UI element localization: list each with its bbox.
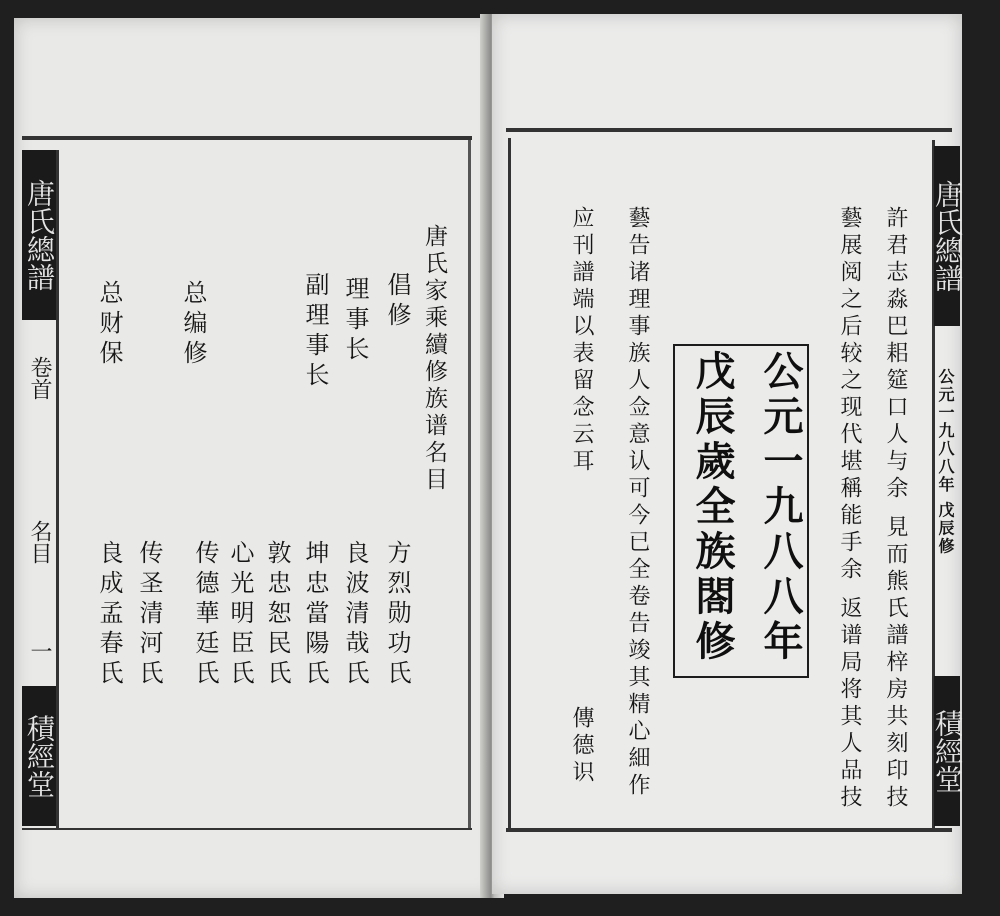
name-vice-director: 坤忠當陽氏 (301, 540, 329, 690)
right-top-rule (506, 128, 952, 132)
stamp-line-1: 公元一九八八年 (757, 350, 804, 665)
note-column-4: 应刊譜端以表留念云耳 (569, 206, 594, 476)
left-inner-rule (468, 140, 471, 830)
name-treasurer: 良成孟春氏 (95, 540, 123, 690)
name-chief-editor-3: 传圣清河氏 (135, 540, 163, 690)
left-bottom-rule (22, 828, 472, 830)
left-gutter-page-number: 一 (27, 640, 52, 662)
left-gutter-hall-block (22, 686, 56, 826)
note-column-2: 藝展阅之后较之现代堪稱能手余 返谱局将其人品技 (837, 206, 862, 812)
role-label-vice-director: 副理事长 (301, 272, 329, 392)
name-chief-editors: 心光明臣氏 传德華廷氏 (191, 540, 254, 690)
note-column-1: 許君志淼巴耜筵口人与余 見而熊氏譜梓房共刻印技 (883, 206, 908, 812)
stamp-line-2: 戊辰歲全族閤修 (689, 350, 736, 665)
right-gutter-book-title: 唐氏總譜 (931, 180, 964, 292)
right-gutter-date-note: 公元一九八八年 戊辰修 (936, 368, 955, 556)
left-gutter-hall-name: 積經堂 (23, 714, 56, 798)
right-gutter-title-block (931, 146, 964, 326)
list-title: 唐氏家乘續修族谱名目 (421, 224, 447, 494)
right-bottom-rule (506, 828, 952, 832)
role-label-director: 理事长 (341, 276, 369, 366)
note-column-3: 藝告诸理事族人佥意认可今已全卷告竣其精心細作 (625, 206, 650, 800)
right-gutter-hall-block (931, 676, 964, 826)
left-gutter-volume: 卷首 (27, 356, 52, 400)
signature: 傳德识 (569, 706, 594, 787)
right-gutter-hall-name: 積經堂 (931, 709, 964, 793)
role-label-treasurer: 总财保 (95, 280, 123, 370)
right-inner-rule (508, 138, 511, 828)
left-gutter-book-title: 唐氏總譜 (23, 179, 56, 291)
name-initiator: 方烈勋功氏 (383, 540, 411, 690)
role-label-initiator: 倡修 (383, 272, 411, 332)
left-gutter-section: 名目 (27, 520, 52, 564)
name-vice-director-2: 敦忠恕民氏 (263, 540, 291, 690)
name-director: 良波清哉氏 (341, 540, 369, 690)
left-gutter-title-block (22, 150, 56, 320)
left-top-rule (22, 136, 472, 140)
role-label-chief-editor: 总编修 (179, 280, 207, 370)
